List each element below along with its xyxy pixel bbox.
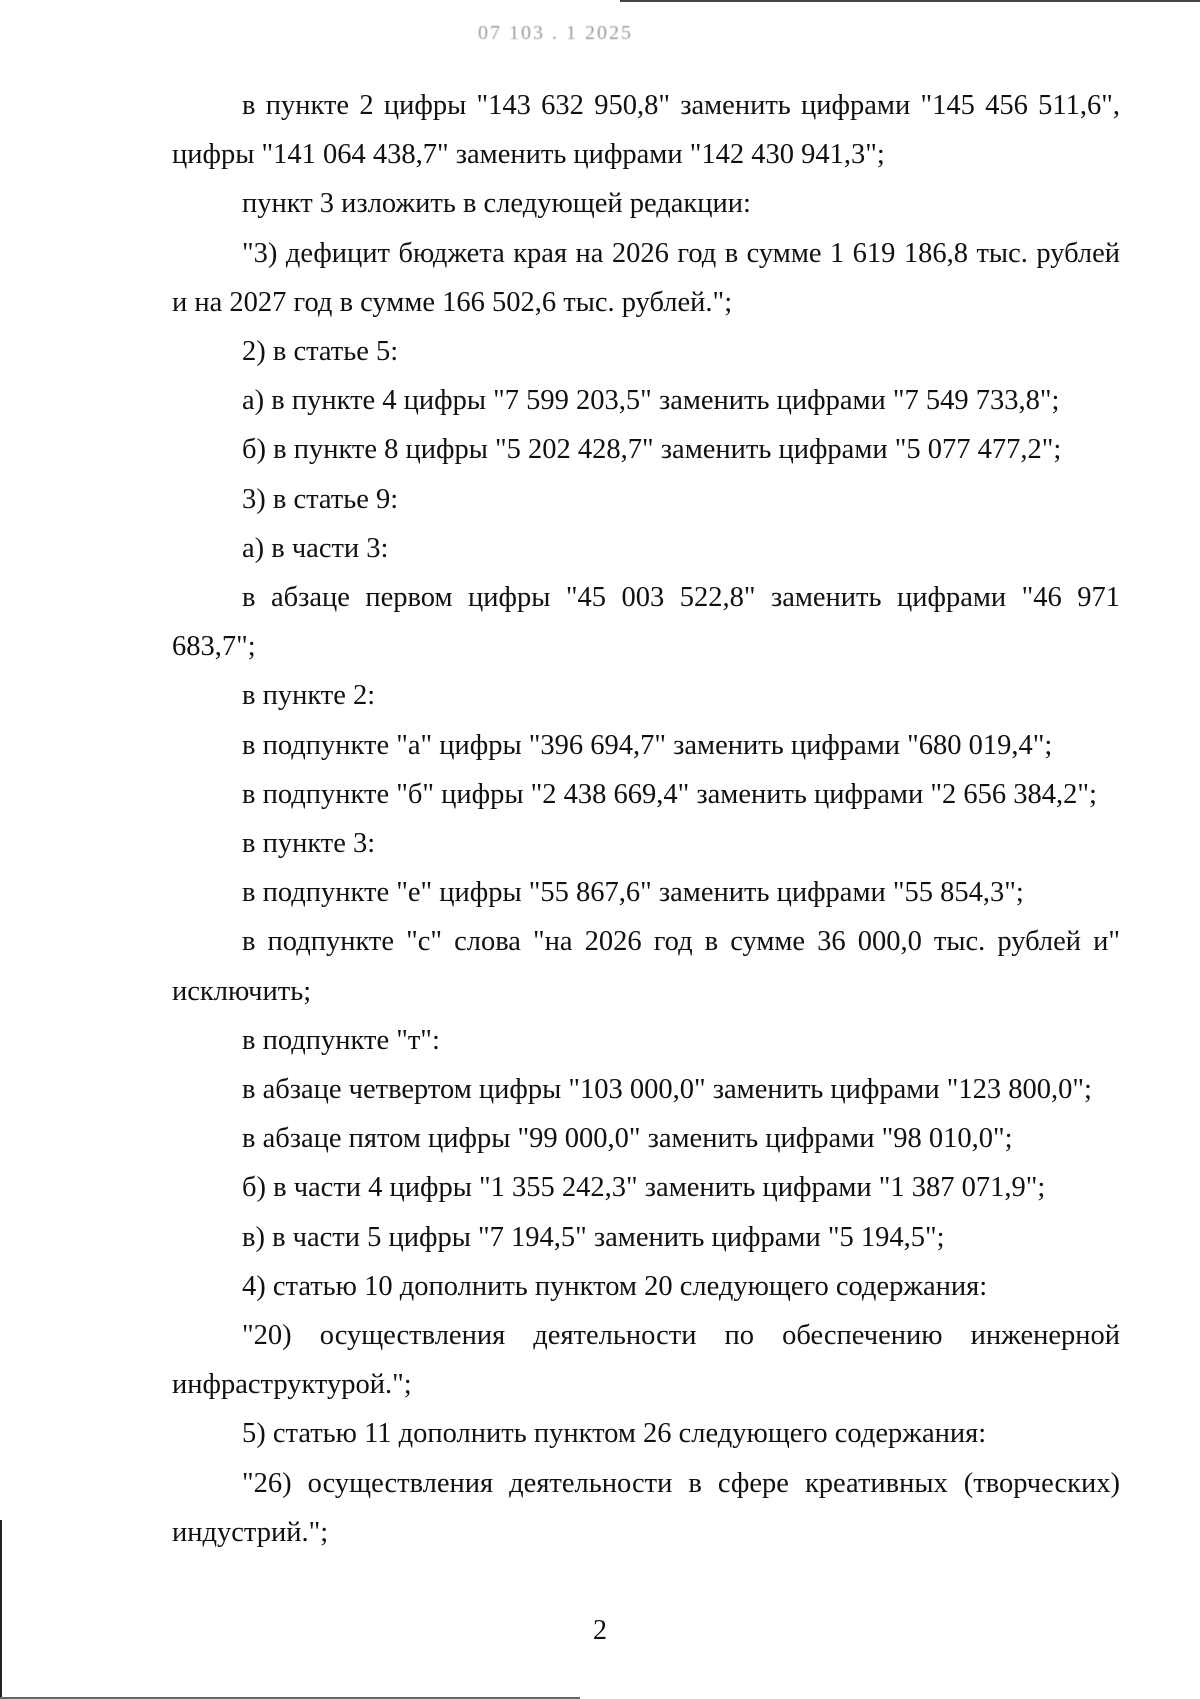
page-number: 2 <box>593 1615 607 1646</box>
paragraph: в подпункте "е" цифры "55 867,6" заменить цифрами "55 854,3"; <box>242 877 1024 909</box>
paragraph: в подпункте "с" слова "на 2026 год в сумме 36 000,0 тыс. рублей и" исключить; <box>172 926 1120 1007</box>
paragraph: в подпункте "б" цифры "2 438 669,4" заменить цифрами "2 656 384,2"; <box>242 778 1097 810</box>
paragraph: 4) статью 10 дополнить пунктом 20 следующего содержания: <box>242 1270 988 1302</box>
paragraph: в подпункте "а" цифры "396 694,7" заменить цифрами "680 019,4"; <box>242 729 1053 761</box>
paragraph: "26) осуществления деятельности в сфере креативных (творческих) индустрий."; <box>172 1467 1120 1548</box>
paragraph: а) в части 3: <box>242 532 389 564</box>
scan-edge-top <box>620 0 1200 2</box>
paragraph: "3) дефицит бюджета края на 2026 год в сумме 1 619 186,8 тыс. рублей и на 2027 год в сумме 166 502,6 тыс. рублей."; <box>172 237 1120 318</box>
document-body <box>172 81 1120 1557</box>
paragraph: а) в пункте 4 цифры "7 599 203,5" заменить цифрами "7 549 733,8"; <box>242 385 1060 417</box>
paragraph: в пункте 2: <box>242 680 376 712</box>
registration-stamp: 07 103 . 1 2025 <box>478 22 633 44</box>
paragraph: в абзаце пятом цифры "99 000,0" заменить цифрами "98 010,0"; <box>242 1123 1013 1155</box>
paragraph: 2) в статье 5: <box>242 336 399 368</box>
paragraph: в пункте 2 цифры "143 632 950,8" заменить цифрами "145 456 511,6", цифры "141 064 438,7" заменить цифрами "142 430 941,3"; <box>172 90 1120 171</box>
paragraph: в) в части 5 цифры "7 194,5" заменить цифрами "5 194,5"; <box>242 1221 945 1253</box>
paragraph: б) в пункте 8 цифры "5 202 428,7" заменить цифрами "5 077 477,2"; <box>242 434 1062 466</box>
paragraph: 3) в статье 9: <box>242 483 399 515</box>
paragraph: в абзаце четвертом цифры "103 000,0" заменить цифрами "123 800,0"; <box>242 1074 1092 1106</box>
paragraph: б) в части 4 цифры "1 355 242,3" заменить цифрами "1 387 071,9"; <box>242 1172 1046 1204</box>
paragraph: в абзаце первом цифры "45 003 522,8" заменить цифрами "46 971 683,7"; <box>172 582 1120 663</box>
paragraph: 5) статью 11 дополнить пунктом 26 следующего содержания: <box>242 1418 987 1450</box>
scan-edge-left <box>0 1520 2 1699</box>
paragraph: в подпункте "т": <box>242 1024 440 1056</box>
paragraph: "20) осуществления деятельности по обеспечению инженерной инфраструктурой."; <box>172 1320 1120 1401</box>
paragraph: в пункте 3: <box>242 828 376 860</box>
paragraph: пункт 3 изложить в следующей редакции: <box>242 188 751 220</box>
